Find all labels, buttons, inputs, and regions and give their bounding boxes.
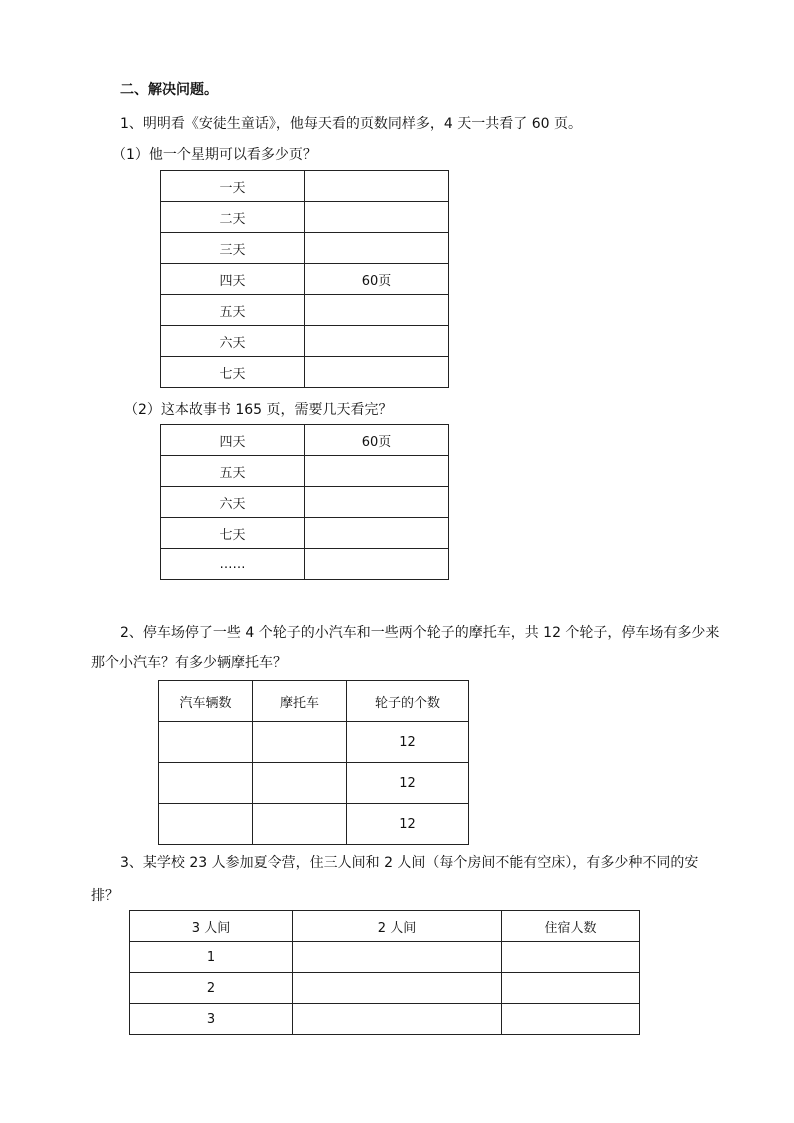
table-cars-motorcycles	[158, 680, 469, 845]
table-row	[161, 487, 449, 518]
table-row	[161, 549, 449, 580]
table-header-row	[159, 681, 469, 722]
table-row	[161, 326, 449, 357]
table-row	[161, 425, 449, 456]
table-row	[159, 804, 469, 845]
table-header-row	[130, 911, 640, 942]
table-cell: 五天	[161, 295, 305, 326]
table-cell	[305, 202, 449, 233]
table-cell: 三天	[161, 233, 305, 264]
table-cell	[305, 326, 449, 357]
table-row	[161, 264, 449, 295]
table-cell	[502, 1004, 640, 1035]
question-2-text-line-2: 那个小汽车？有多少辆摩托车？	[91, 655, 287, 671]
question-1-part-2: （2）这本故事书 165 页，需要几天看完？	[124, 402, 393, 418]
table-row	[130, 1004, 640, 1035]
table-cell: 1	[130, 942, 293, 973]
table-cell: 七天	[161, 357, 305, 388]
table-cell	[253, 722, 347, 763]
table-cell	[305, 233, 449, 264]
table-cell: ……	[161, 549, 305, 580]
table-cell: 12	[347, 763, 469, 804]
table-row	[159, 722, 469, 763]
question-1-part-1: （1）他一个星期可以看多少页？	[112, 147, 317, 163]
table-cell	[305, 549, 449, 580]
table-cell	[305, 456, 449, 487]
table-row	[130, 942, 640, 973]
table-header-cell: 2 人间	[293, 911, 502, 942]
table-cell	[305, 295, 449, 326]
table-cell: 五天	[161, 456, 305, 487]
table-cell: 一天	[161, 171, 305, 202]
table-cell: 60页	[305, 425, 449, 456]
table-cell: 2	[130, 973, 293, 1004]
table-cell: 四天	[161, 264, 305, 295]
table-cell	[293, 973, 502, 1004]
table-cell	[502, 973, 640, 1004]
table-cell	[502, 942, 640, 973]
table-cell: 60页	[305, 264, 449, 295]
table-cell	[253, 804, 347, 845]
table-cell: 七天	[161, 518, 305, 549]
table-cell: 六天	[161, 487, 305, 518]
table-cell	[159, 763, 253, 804]
table-row	[130, 973, 640, 1004]
question-1-text: 1、明明看《安徒生童话》，他每天看的页数同样多，4 天一共看了 60 页。	[120, 116, 582, 132]
table-header-cell: 住宿人数	[502, 911, 640, 942]
table-row	[161, 357, 449, 388]
table-cell: 四天	[161, 425, 305, 456]
table-cell	[293, 1004, 502, 1035]
table-row	[161, 518, 449, 549]
table-row	[161, 456, 449, 487]
table-cell: 六天	[161, 326, 305, 357]
table-cell	[293, 942, 502, 973]
table-row	[161, 233, 449, 264]
table-row	[161, 171, 449, 202]
table-days-to-finish	[160, 424, 449, 580]
question-2-text-line-1: 2、停车场停了一些 4 个轮子的小汽车和一些两个轮子的摩托车，共 12 个轮子，停车场有多少来	[120, 625, 720, 641]
table-pages-per-week	[160, 170, 449, 388]
table-cell	[305, 487, 449, 518]
table-cell: 12	[347, 722, 469, 763]
section-title: 二、解决问题。	[120, 82, 218, 98]
table-header-cell: 3 人间	[130, 911, 293, 942]
table-cell	[305, 171, 449, 202]
table-cell: 3	[130, 1004, 293, 1035]
table-cell	[159, 804, 253, 845]
table-header-cell: 轮子的个数	[347, 681, 469, 722]
table-row	[161, 202, 449, 233]
question-3-text-line-1: 3、某学校 23 人参加夏令营，住三人间和 2 人间（每个房间不能有空床），有多少种不同的安	[120, 855, 699, 871]
table-header-cell: 汽车辆数	[159, 681, 253, 722]
table-cell: 12	[347, 804, 469, 845]
table-cell	[305, 357, 449, 388]
table-row	[161, 295, 449, 326]
table-header-cell: 摩托车	[253, 681, 347, 722]
table-cell: 二天	[161, 202, 305, 233]
table-row	[159, 763, 469, 804]
table-cell	[253, 763, 347, 804]
question-3-text-line-2: 排？	[91, 888, 119, 904]
table-cell	[305, 518, 449, 549]
table-room-arrangements	[129, 910, 640, 1035]
table-cell	[159, 722, 253, 763]
